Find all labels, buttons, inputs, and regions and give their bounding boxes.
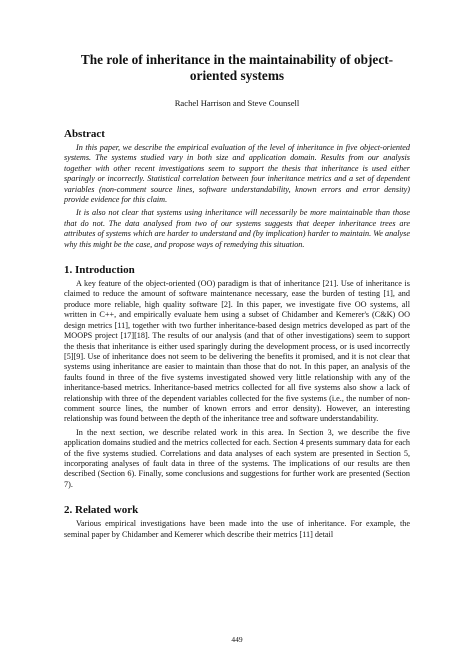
paper-authors: Rachel Harrison and Steve Counsell <box>174 98 300 108</box>
paper-title: The role of inheritance in the maintainability of object-oriented systems <box>80 52 394 83</box>
abstract-paragraph: In this paper, we describe the empirical evaluation of the level of inheritance in five object-oriented systems. The systems studied vary in both size and application domain. Results from our analysis together with other recent investigations seem to support the thesis that inheritance is used either sparingly or incorrectly. Statistical correlation between four inheritance metrics and a set of dependent variables (non-comment source lines, software understandability, known errors and error density) provide evidence for this claim. <box>64 143 410 205</box>
body-paragraph: Various empirical investigations have been made into the use of inheritance. For example, the seminal paper by Chidamber and Kemerer which describe their metrics [11] detail <box>64 519 410 539</box>
body-paragraph: A key feature of the object-oriented (OO) paradigm is that of inheritance [21]. Use of inheritance is claimed to reduce the amount of software maintenance necessary, ease the burden of testing [1], and produce more reliable, high quality software [2]. In this paper, we investigate five OO systems, all written in C++, and empirically evaluate hem using a subset of Chidamber and Kemerer's (C&K) OO design metrics [11], together with two further inheritance-based design metrics developed as part of the MOOPS project [17][18]. The results of our analysis (and that of other investigations) seem to support the thesis that inheritance is either used sparingly during the development process, or is used incorrectly [5][9]. Use of inheritance does not seem to be delivering the benefits it promised, and it is not clear that systems using inheritance are easier to maintain than those that do not. In this paper, an analysis of the faults found in three of the five systems investigated showed very little relationship with any of the inheritance-based metrics. Inheritance-based metrics collected for all five systems also show a lack of relationship with three of the dependent variables collected for the five systems (i.e., the number of non-comment source lines, the number of known errors and error density). However, an interesting relationship was found between the depth of the inheritance tree and software understandability. <box>64 279 410 424</box>
body-paragraph: In the next section, we describe related work in this area. In Section 3, we describe the five application domains studied and the metrics collected for each. Section 4 presents summary data for each of the five systems studied. Correlations and data analyses of each system are presented in Section 5, incorporating analyses of fault data in three of the systems. The implications of our results are then described (Section 6). Finally, some conclusions and suggestions for further work are presented (Section 7). <box>64 427 410 489</box>
abstract-paragraph: It is also not clear that systems using inheritance will necessarily be more maintainable than those that do not. The data analysed from two of our systems suggests that deeper inheritance trees are attributes of systems which are harder to understand and (by implication) harder to maintain. We analyse why this might be the case, and propose ways of remedying this situation. <box>64 208 410 249</box>
abstract-heading: Abstract <box>64 128 105 140</box>
page-number: 449 <box>231 635 243 644</box>
section-heading-introduction: 1. Introduction <box>64 264 135 277</box>
section-heading-related-work: 2. Related work <box>64 504 139 517</box>
